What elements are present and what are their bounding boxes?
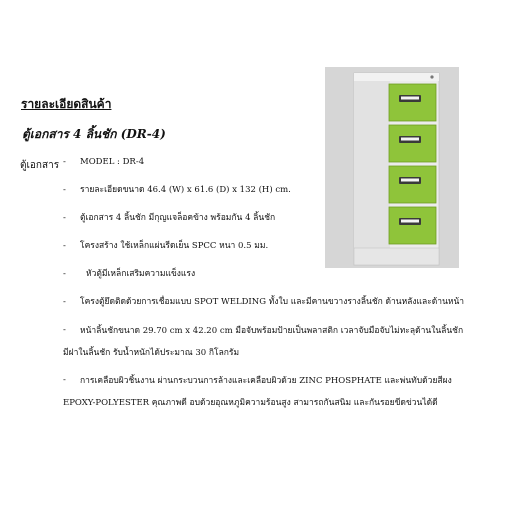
- spec-text-continued: EPOXY-POLYESTER คุณภาพดี อบด้วยอุณหภูมิความร้อนสูง สามารถกันสนิม และกันรอยขีดข่วนได้ดี: [63, 398, 438, 408]
- spec-dash: -: [63, 375, 66, 385]
- spec-text: โครงตู้ยึดติดด้วยการเชื่อมแบบ SPOT WELDING ทั้งใบ และมีคานขวางรางลิ้นชัก ด้านหลังและด้านหน้า: [80, 297, 465, 307]
- product-subheading: ตู้เอกสาร 4 ลิ้นชัก (DR-4): [22, 127, 166, 141]
- spec-dash: -: [63, 185, 66, 195]
- drawer-1: [389, 84, 436, 121]
- drawer-2: [389, 125, 436, 162]
- spec-item: [63, 320, 503, 364]
- spec-item: [63, 370, 503, 414]
- category-label: ตู้เอกสาร: [20, 160, 60, 171]
- cabinet-base: [354, 248, 439, 265]
- spec-text-continued: มีฝาในลิ้นชัก รับน้ำหนักได้ประมาณ 30 กิโลกรัม: [63, 348, 240, 358]
- drawer-3: [389, 166, 436, 203]
- spec-text: หน้าลิ้นชักขนาด 29.70 cm x 42.20 cm มือจับพร้อมป้ายเป็นพลาสติก เวลาจับมือจับไม่ทะลุด้านในลิ้นชัก: [80, 326, 464, 336]
- spec-text: การเคลือบผิวชิ้นงาน ผ่านกระบวนการล้างและเคลือบผิวด้วย ZINC PHOSPHATE และพ่นทับด้วยสีผง: [80, 376, 452, 386]
- cabinet-top: [354, 73, 439, 81]
- spec-dash: -: [63, 157, 66, 167]
- spec-dash: -: [63, 241, 66, 251]
- spec-text: หัวตู้มีเหล็กเสริมความแข็งแรง: [86, 269, 196, 279]
- spec-text: รายละเอียดขนาด 46.4 (W) x 61.6 (D) x 132 (H) cm.: [80, 185, 291, 195]
- cabinet-side: [354, 73, 390, 265]
- drawer-4: [389, 207, 436, 244]
- lock-icon: [430, 75, 433, 78]
- cabinet-photo: [325, 67, 459, 268]
- spec-text: MODEL : DR-4: [80, 157, 145, 167]
- spec-text: ตู้เอกสาร 4 ลิ้นชัก มีกุญแจล็อคข้าง พร้อมกัน 4 ลิ้นชัก: [80, 213, 276, 223]
- spec-dash: -: [63, 325, 66, 335]
- spec-item: [63, 292, 503, 312]
- spec-dash: -: [63, 269, 66, 279]
- filing-cabinet-image: [325, 67, 459, 268]
- spec-dash: -: [63, 213, 66, 223]
- product-heading: รายละเอียดสินค้า: [21, 97, 112, 111]
- spec-text: โครงสร้าง ใช้เหล็กแผ่นรีดเย็น SPCC หนา 0.5 มม.: [80, 241, 269, 251]
- spec-dash: -: [63, 297, 66, 307]
